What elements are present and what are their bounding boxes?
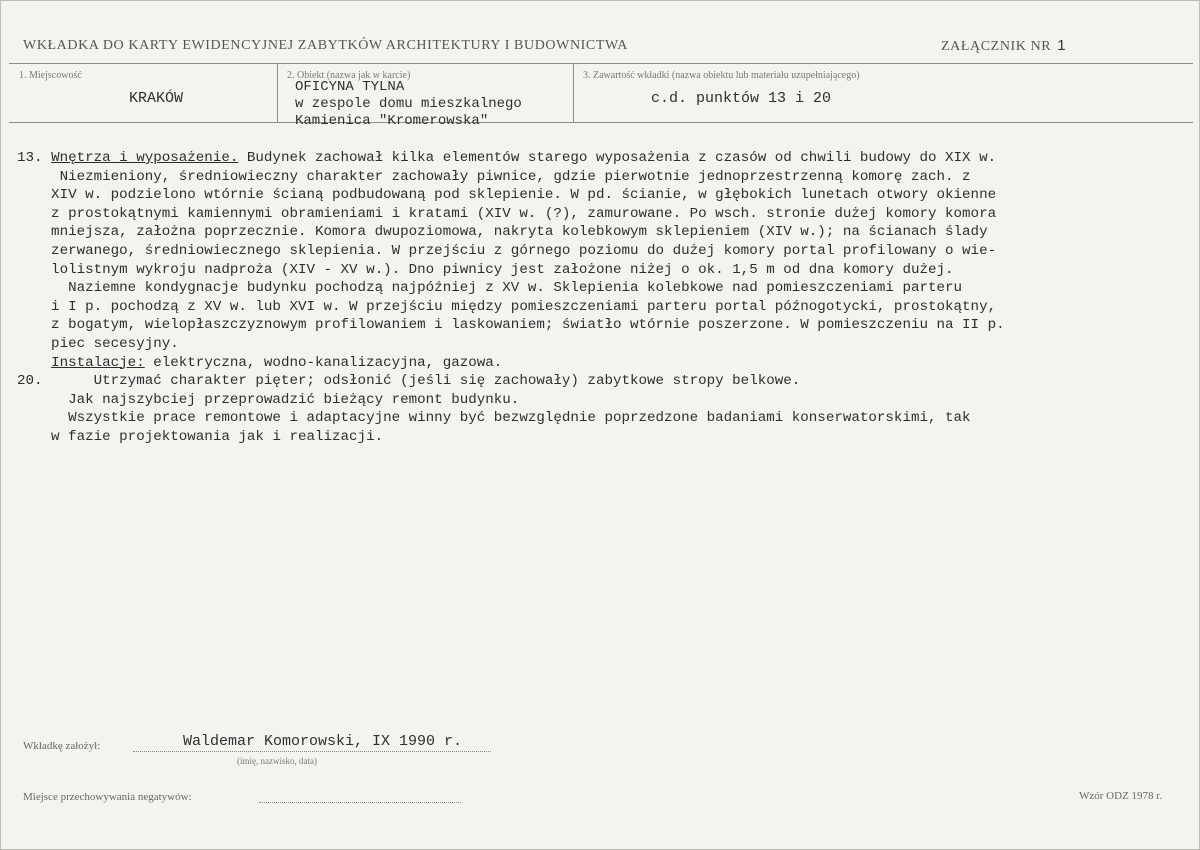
- object-value: OFICYNA TYLNA w zespole domu mieszkalnego Kamienica "Kromerowska": [295, 79, 522, 129]
- negatives-location-label: Miejsce przechowywania negatywów:: [23, 791, 192, 803]
- locality-field: [9, 64, 278, 122]
- form-code: Wzór ODZ 1978 r.: [1079, 790, 1163, 802]
- content-field: [573, 64, 1193, 122]
- typed-body-text: [17, 149, 1197, 447]
- created-by-caption: (imię, nazwisko, data): [237, 756, 317, 766]
- object-label: 2. Obiekt (nazwa jak w karcie): [287, 70, 411, 81]
- installations-heading: Instalacje:: [51, 354, 145, 371]
- header-fields-box: [9, 63, 1193, 129]
- created-by-value: Waldemar Komorowski, IX 1990 r.: [183, 733, 463, 750]
- point-13-text: Niezmieniony, średniowieczny charakter zachowały piwnice, gdzie pierwotnie jednoprzestrzenną komorę zach. z XIV w. podzielono wtórnie ścianą podbudowaną pod sklepienie. W pd. ścianie, w głębokich lunetach otwory okienne z prostokątnymi kamiennymi obramieniami i kratami (XIV w. (?), zamurowane. Po wsch. stronie dużej komory komora mniejsza, założna poprzecznie. Komora dwupoziomowa, nakryta kolebkowym sklepieniem (XIV w.); na ścianach ślady zerwanego, średniowiecznego sklepienia. W przejściu z górnego poziomu do dużej komory portal profilowany o wie- lolistnym wykroju nadproża (XIV - XV w.). Dno piwnicy jest założone niżej o ok. 1,5 m od dna komory dużej. Naziemne kondygnacje budynku pochodzą najpóźniej z XV w. Sklepienia kolebkowe nad pomieszczeniami parteru i I p. pochodzą z XV w. lub XVI w. W przejściu między pomieszczeniami parteru portal późnogotycki, prostokątny, z bogatym, wielopłaszczyznowym profilowaniem i laskowaniem; światło wtórnie poszerzone. W pomieszczeniu na II p. piec secesyjny.: [51, 168, 1005, 352]
- locality-value: KRAKÓW: [129, 90, 184, 107]
- point-13-first-line: Budynek zachował kilka elementów starego wyposażenia z czasów od chwili budowy do XIX w.: [238, 150, 997, 166]
- created-by-label: Wkładkę założył:: [23, 740, 101, 752]
- point-13-number: 13.: [17, 150, 43, 166]
- content-label: 3. Zawartość wkładki (nazwa obiektu lub materiału uzupełniającego): [583, 70, 860, 81]
- attachment-label: ZAŁĄCZNIK NR: [941, 39, 1052, 54]
- content-value: c.d. punktów 13 i 20: [651, 90, 832, 107]
- attachment-number-value: 1: [1057, 37, 1067, 54]
- point-20-text: Utrzymać charakter pięter; odsłonić (jeśli się zachowały) zabytkowe stropy belkowe. Jak najszybciej przeprowadzić bieżący remont budynku. Wszystkie prace remontowe i adaptacyjne winny być bezwzględnie poprzedzone badaniami konserwatorskimi, tak w fazie projektowania jak i realizacji.: [51, 373, 971, 445]
- created-by-dotted-line: [133, 751, 491, 752]
- locality-label: 1. Miejscowość: [19, 70, 82, 81]
- installations-text: elektryczna, wodno-kanalizacyjna, gazowa.: [144, 354, 503, 371]
- negatives-location-dotted-line: [259, 802, 461, 803]
- attachment-number: [941, 37, 1066, 55]
- point-20-number: 20.: [17, 373, 43, 390]
- object-field: [277, 64, 574, 129]
- point-13-heading: Wnętrza i wyposażenie.: [51, 150, 239, 166]
- form-title: WKŁADKA DO KARTY EWIDENCYJNEJ ZABYTKÓW ARCHITEKTURY I BUDOWNICTWA: [23, 38, 628, 53]
